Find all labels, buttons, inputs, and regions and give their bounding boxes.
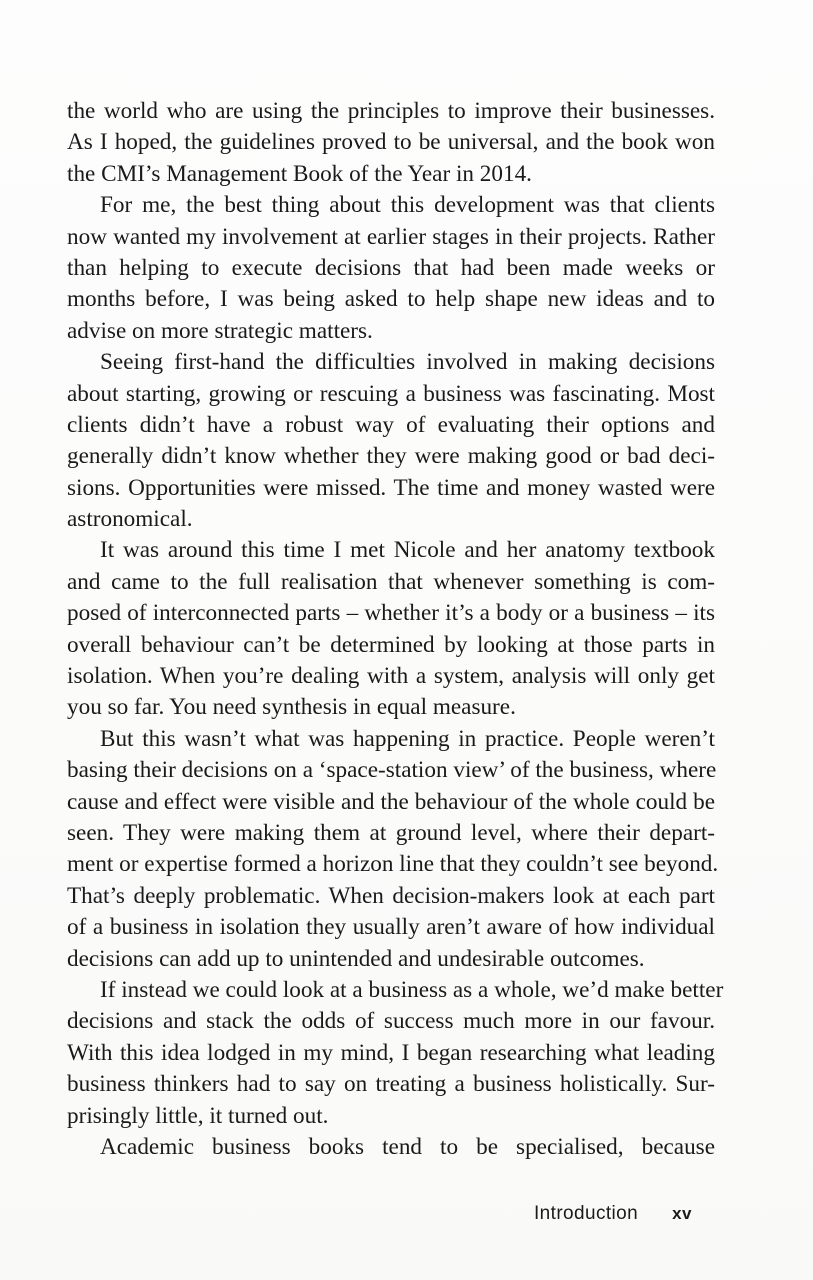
text-line: clients didn’t have a robust way of evaluating their options and	[67, 411, 715, 438]
text-line: As I hoped, the guidelines proved to be universal, and the book won	[67, 129, 715, 156]
text-line: about starting, growing or rescuing a business was fascinating. Most	[67, 380, 715, 407]
page-number: xv	[672, 1204, 693, 1223]
text-line: Academic business books tend to be specialised, because	[100, 1133, 715, 1160]
text-line: business thinkers had to say on treating a business holistically. Sur-	[67, 1071, 715, 1098]
text-line: and came to the full realisation that whenever something is com-	[67, 568, 715, 595]
text-line: prisingly little, it turned out.	[67, 1102, 329, 1129]
text-line: That’s deeply problematic. When decision-makers look at each part	[67, 882, 715, 909]
text-line: seen. They were making them at ground level, where their depart-	[67, 819, 715, 846]
paragraph	[67, 190, 715, 347]
text-line: astronomical.	[67, 506, 193, 533]
running-head: Introduction	[534, 1203, 639, 1224]
text-line: For me, the best thing about this development was that clients	[100, 192, 715, 219]
text-line: months before, I was being asked to help shape new ideas and to	[67, 286, 715, 313]
text-line: isolation. When you’re dealing with a system, analysis will only get	[67, 663, 715, 690]
text-line: basing their decisions on a ‘space-station view’ of the business, where	[67, 757, 717, 784]
text-line: But this wasn’t what was happening in practice. People weren’t	[100, 725, 715, 752]
body-text	[67, 96, 724, 1163]
text-line: decisions and stack the odds of success much more in our favour.	[67, 1008, 715, 1035]
text-line: If instead we could look at a business as a whole, we’d make better	[100, 976, 724, 1003]
text-line: cause and effect were visible and the behaviour of the whole could be	[67, 788, 715, 815]
text-line: of a business in isolation they usually aren’t aware of how individual	[67, 914, 715, 941]
paragraph	[67, 975, 724, 1132]
text-line: you so far. You need synthesis in equal measure.	[67, 694, 516, 721]
text-line: posed of interconnected parts – whether it’s a body or a business – its	[67, 600, 715, 627]
paragraph	[67, 347, 715, 535]
page-footer	[534, 1203, 692, 1225]
text-line: advise on more strategic matters.	[67, 317, 373, 344]
text-line: It was around this time I met Nicole and her anatomy textbook	[100, 537, 715, 564]
text-line: With this idea lodged in my mind, I began researching what leading	[67, 1039, 715, 1066]
text-line: overall behaviour can’t be determined by looking at those parts in	[67, 631, 715, 658]
text-line: than helping to execute decisions that had been made weeks or	[67, 254, 715, 281]
text-line: decisions can add up to unintended and undesirable outcomes.	[67, 945, 645, 972]
text-line: Seeing first-hand the difficulties involved in making decisions	[100, 349, 715, 376]
text-line: sions. Opportunities were missed. The time and money wasted were	[67, 474, 715, 501]
text-line: now wanted my involvement at earlier stages in their projects. Rather	[67, 223, 715, 250]
paragraph	[67, 535, 715, 723]
paragraph	[67, 1132, 715, 1163]
text-line: generally didn’t know whether they were making good or bad deci-	[67, 443, 715, 470]
text-line: ment or expertise formed a horizon line that they couldn’t see beyond.	[67, 851, 719, 878]
text-line: the world who are using the principles to improve their businesses.	[67, 98, 715, 124]
paragraph	[67, 724, 719, 975]
paragraph	[67, 96, 715, 190]
text-line: the CMI’s Management Book of the Year in 2014.	[67, 160, 532, 187]
